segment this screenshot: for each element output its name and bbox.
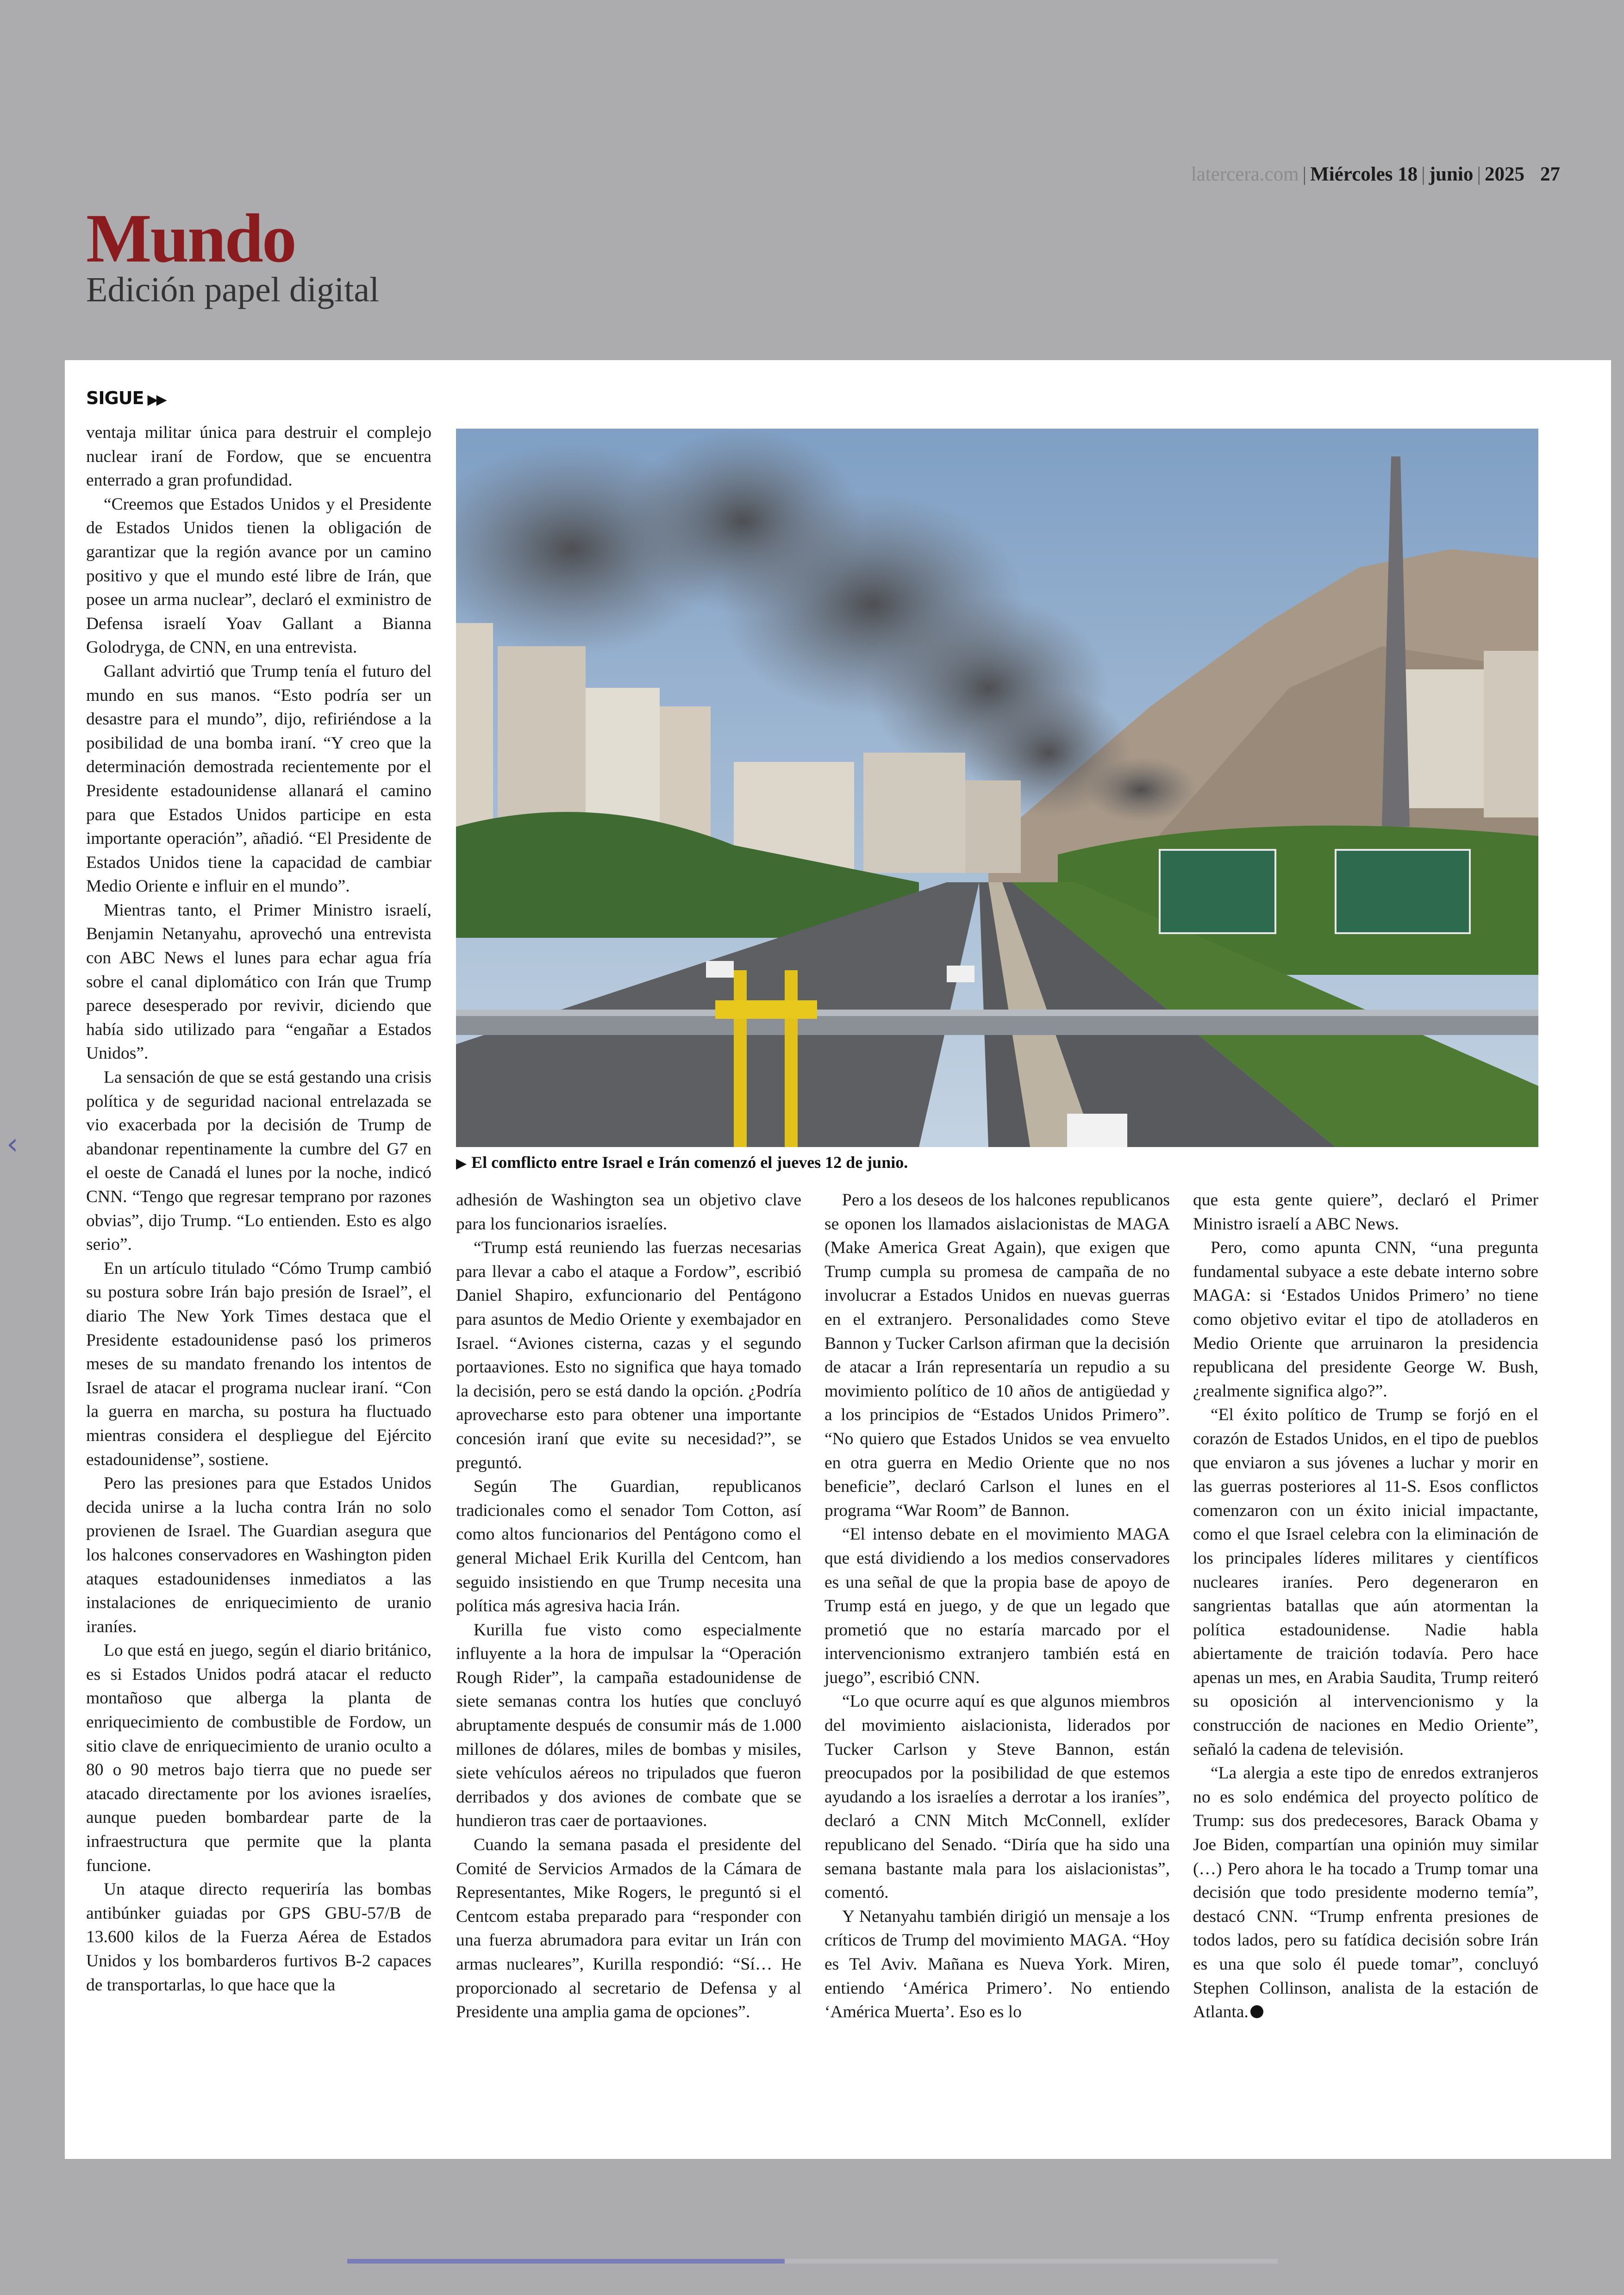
article-column-4 [1193, 1188, 1538, 2024]
paragraph: Kurilla fue visto como especialmente influyente a la hora de impulsar la “Operación Rough Rider”, la campaña estadounidense de siete semanas contra los hutíes que concluyó abruptamente después de consumir más de 1.000 millones de dólares, miles de bombas y misiles, siete vehículos aéreos no tripulados que fueron derribados y dos aviones de combate que se hundieron tras caer de portaaviones. [456, 1620, 801, 1831]
paragraph: “El éxito político de Trump se forjó en el corazón de Estados Unidos, en el tipo de pueblos que enviaron a sus jóvenes a luchar y morir en las guerras posteriores al 11-S. Esos conflictos comenzaron con un éxito inicial impactante, como el que Israel celebra con la eliminación de los principales líderes militares y científicos nucleares iraníes. Pero degeneraron en sangrientas batallas que aún atormentan la política estadounidense. Nadie habla abiertamente de traición todavía. Pero hace apenas un mes, en Arabia Saudita, Trump reiteró su oposición al intervencionismo y la construcción de naciones en Medio Oriente”, señaló la cadena de televisión. [1193, 1405, 1538, 1759]
caption-triangle-icon: ▶ [456, 1155, 467, 1172]
issue-month: junio [1429, 163, 1474, 185]
reading-progress-fill [347, 2259, 785, 2264]
paragraph: Cuando la semana pasada el presidente del Comité de Servicios Armados de la Cámara de Representantes, Mike Rogers, le preguntó si el Centcom estaba preparado para “responder con una fuerza abrumadora para evitar un Irán con armas nucleares”, Kurilla respondió: “Sí… He proporcionado al secretario de Defensa y al Presidente una amplia gama de opciones”. [456, 1835, 801, 2022]
paragraph: Según The Guardian, republicanos tradicionales como el senador Tom Cotton, así como altos funcionarios del Pentágono como el general Michael Erik Kurilla del Centcom, han seguido insistiendo en que Trump necesita una política más agresiva hacia Irán. [456, 1477, 801, 1616]
paragraph: “Lo que ocurre aquí es que algunos miembros del movimiento aislacionista, liderados por Tucker Carlson y Steve Bannon, están preocupados por la posibilidad de que estemos ayudando a los israelíes a derrotar a los iraníes”, declaró a CNN Mitch McConnell, exlíder republicano del Senado. “Diría que ha sido una semana bastante mala para los aislacionistas”, comentó. [824, 1692, 1170, 1902]
page-number: 27 [1540, 163, 1560, 185]
end-of-article-dot-icon [1250, 2005, 1263, 2018]
reading-progress-bar[interactable] [347, 2259, 1278, 2264]
paragraph: Lo que está en juego, según el diario británico, es si Estados Unidos podrá atacar el reducto montañoso que alberga la planta de enriquecimiento de combustible de Fordow, un sitio clave de enriquecimiento de uranio oculto a 80 o 90 metros bajo tierra que no puede ser atacado directamente por los aviones israelíes, aunque pueden bombardear parte de la infraestructura que permite que la planta funcione. [86, 1641, 431, 1875]
section-title: Mundo [86, 200, 295, 277]
paragraph: “Trump está reuniendo las fuerzas necesarias para llevar a cabo el ataque a Fordow”, escribió Daniel Shapiro, exfuncionario del Pentágono para asuntos de Medio Oriente y exembajador en Israel. “Aviones cisterna, cazas y el segundo portaaviones. Esto no significa que haya tomado la decisión, pero se está dando la opción. ¿Podría aprovecharse esto para obtener una importante concesión iraní que evite su necesidad?”, se preguntó. [456, 1238, 801, 1472]
paragraph: Pero las presiones para que Estados Unidos decida unirse a la lucha contra Irán no solo provienen de Israel. The Guardian asegura que los halcones conservadores en Washington piden ataques estadounidenses inmediatos a las instalaciones de enriquecimiento de uranio iraníes. [86, 1474, 431, 1636]
masthead-info: latercera.com | Miércoles 18 | junio | 2025 27 [1191, 163, 1560, 185]
paragraph: La sensación de que se está gestando una crisis política y de seguridad nacional entrelazada se vio exacerbada por la decisión de Trump de abandonar repentinamente la cumbre del G7 en el oeste de Canadá el lunes por la noche, indicó CNN. “Tengo que regresar temprano por razones obvias”, dijo Trump. “Lo entienden. Esto es algo serio”. [86, 1068, 431, 1254]
paragraph: “El intenso debate en el movimiento MAGA que está dividiendo a los medios conservadores es una señal de que la propia base de apoyo de Trump está en juego, y de que un legado que prometió que no estaría marcado por el intervencionismo extranjero también está en juego”, escribió CNN. [824, 1525, 1170, 1687]
site-name: latercera.com [1191, 163, 1299, 185]
paragraph: Mientras tanto, el Primer Ministro israelí, Benjamin Netanyahu, aprovechó una entrevista con ABC News el lunes para echar agua fría sobre el canal diplomático con Irán que Trump parece desesperado por revivir, diciendo que había sido utilizado para “engañar a Estados Unidos”. [86, 900, 431, 1063]
paragraph: que esta gente quiere”, declaró el Primer Ministro israelí a ABC News. [1193, 1191, 1538, 1234]
double-play-arrow-icon: ▶▶ [147, 392, 165, 408]
photo-caption: ▶ El comflicto entre Israel e Irán comenzó el jueves 12 de junio. [456, 1153, 908, 1172]
paragraph: Pero a los deseos de los halcones republicanos se oponen los llamados aislacionistas de MAGA (Make America Great Again), que exigen que Trump cumpla su promesa de campaña de no involucrar a Estados Unidos en nuevas guerras en el extranjero. Personalidades como Steve Bannon y Tucker Carlson afirman que la decisión de atacar a Irán representaría un repudio a su movimiento político de 10 años de antigüedad y a los principios de “Estados Unidos Primero”. “No quiero que Estados Unidos se vea envuelto en otra guerra en Medio Oriente que no nos beneficie”, declaró Carlson el lunes en el programa “War Room” de Bannon. [824, 1191, 1170, 1520]
newspaper-page [65, 360, 1611, 2159]
paragraph: Y Netanyahu también dirigió un mensaje a los críticos de Trump del movimiento MAGA. “Hoy es Tel Aviv. Mañana es Nueva York. Miren, entiendo ‘América Primero’. No entiendo ‘América Muerta’. Eso es lo [824, 1907, 1170, 2022]
tehran-highway-smoke-photo [456, 429, 1538, 1147]
issue-weekday: Miércoles 18 [1310, 163, 1418, 185]
previous-page-arrow-icon[interactable]: ‹ [6, 1127, 19, 1161]
paragraph: adhesión de Washington sea un objetivo clave para los funcionarios israelíes. [456, 1191, 801, 1234]
article-photo [456, 429, 1538, 1147]
paragraph: “Creemos que Estados Unidos y el Presidente de Estados Unidos tienen la obligación de garantizar que la región avance por un camino positivo y que el mundo esté libre de Irán, que posee un arma nuclear”, declaró el exministro de Defensa israelí Yoav Gallant a Bianna Golodryga, de CNN, en una entrevista. [86, 494, 431, 657]
paragraph: En un artículo titulado “Cómo Trump cambió su postura sobre Irán bajo presión de Israel”, el diario The New York Times destaca que el Presidente estadounidense pasó los primeros meses de su mandato frenando los intentos de Israel de atacar el programa nuclear iraní. “Con la guerra en marcha, su postura ha fluctuado mientras considera el despliegue del Ejército estadounidense”, sostiene. [86, 1259, 431, 1469]
paragraph: ventaja militar única para destruir el complejo nuclear iraní de Fordow, que se encuentra enterrado a gran profundidad. [86, 423, 431, 490]
article-column-2 [456, 1188, 801, 2024]
continued-label: SIGUE ▶▶ [86, 388, 165, 408]
article-column-3 [824, 1188, 1170, 2024]
issue-year: 2025 [1485, 163, 1524, 185]
paragraph: Un ataque directo requeriría las bombas antibúnker guiadas por GPS GBU-57/B de 13.600 kilos de la Fuerza Aérea de Estados Unidos y los bombarderos furtivos B-2 capaces de transportarlas, lo que hace que la [86, 1880, 431, 1995]
paragraph: Pero, como apunta CNN, “una pregunta fundamental subyace a este debate interno sobre MAGA: si ‘Estados Unidos Primero’ no tiene como objetivo evitar el tipo de atolladeros en Medio Oriente que arruinaron la presidencia republicana del presidente George W. Bush, ¿realmente significa algo?”. [1193, 1238, 1538, 1401]
section-subtitle: Edición papel digital [86, 270, 380, 309]
article-column-1 [86, 421, 431, 1997]
last-paragraph: “La alergia a este tipo de enredos extranjeros no es solo endémica del proyecto político de Trump: sus dos predecesores, Barack Obama y Joe Biden, compartían una opinión muy similar (…) Pero ahora le ha tocado a Trump tomar una decisión que todo presidente moderno temía”, destacó CNN. “Trump enfrenta presiones de todos lados, pero su fatídica decisión sobre Irán es una que solo él puede tomar”, concluyó Stephen Collinson, analista de la estación de Atlanta. [1193, 1764, 1538, 2022]
paragraph: Gallant advirtió que Trump tenía el futuro del mundo en sus manos. “Esto podría ser un desastre para el mundo”, dijo, refiriéndose a la posibilidad de una bomba iraní. “Y creo que la determinación demostrada recientemente por el Presidente estadounidense allanará el camino para que Estados Unidos participe en esta importante operación”, añadió. “El Presidente de Estados Unidos tiene la capacidad de cambiar Medio Oriente e influir en el mundo”. [86, 661, 431, 896]
